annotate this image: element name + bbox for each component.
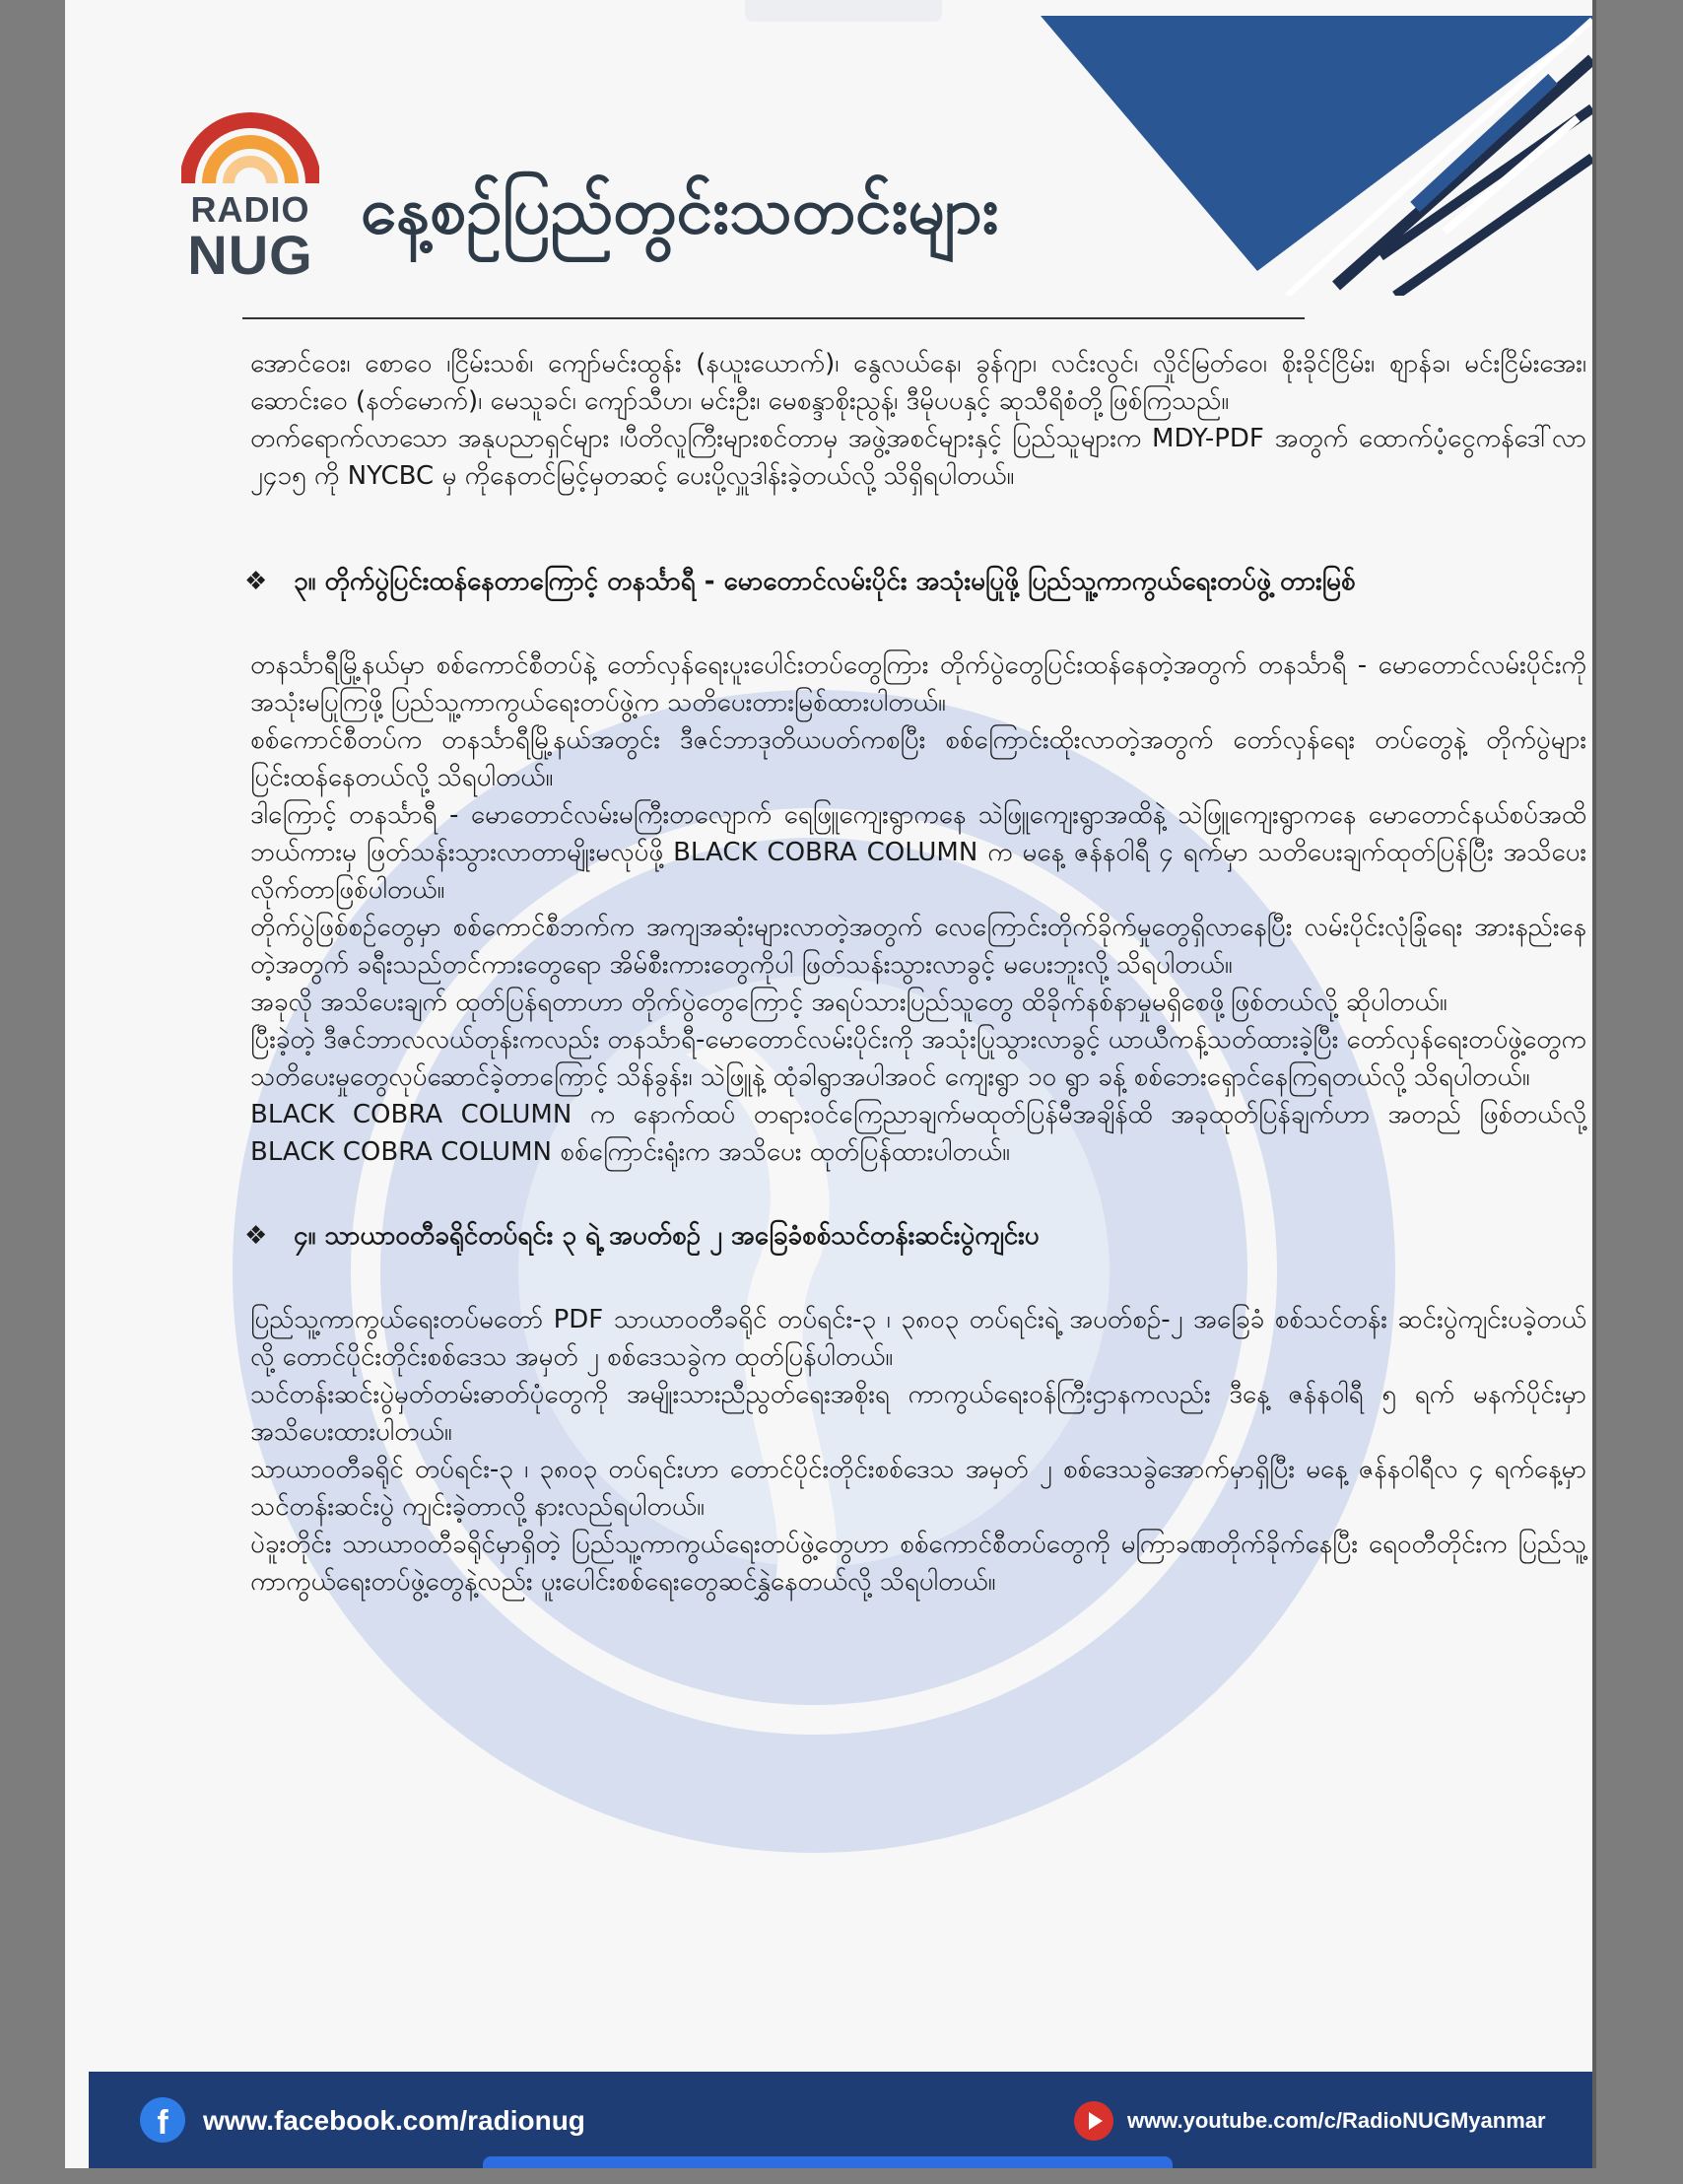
diamond-bullet-icon: ❖ <box>244 567 268 596</box>
section-paragraph: သာယာဝတီခရိုင် တပ်ရင်း-၃ ၊ ၃၈၀၃ တပ်ရင်းဟာ တောင်ပိုင်းတိုင်းစစ်ဒေသ အမှတ် ၂ စစ်ဒေသခွဲအောက်မှာရှိပြီး မနေ့ ဇန်နဝါရီလ ၄ ရက်နေ့မှာ သင်တန်းဆင်းပွဲ ကျင်းခဲ့တာလို့ နားလည်ရပါတယ်။ <box>250 1455 1586 1522</box>
section-heading-text: ၄။ သာယာဝတီခရိုင်တပ်ရင်း ၃ ရဲ့ အပတ်စဉ် ၂ အခြေခံစစ်သင်တန်းဆင်းပွဲကျင်းပ <box>294 1221 1040 1251</box>
header-corner-decoration <box>1041 0 1592 296</box>
diamond-bullet-icon: ❖ <box>244 1221 268 1251</box>
document-page <box>65 0 1592 2168</box>
section-paragraph: စစ်ကောင်စီတပ်က တနင်္သာရီမြို့နယ်အတွင်း ဒီဇင်ဘာဒုတိယပတ်ကစပြီး စစ်ကြောင်းထိုးလာတဲ့အတွက် တော်လှန်ရေး တပ်တွေနဲ့ တိုက်ပွဲများပြင်းထန်နေတယ်လို့ သိရပါတယ်။ <box>250 725 1586 792</box>
section-paragraph: တိုက်ပွဲဖြစ်စဉ်တွေမှာ စစ်ကောင်စီဘက်က အကျအဆုံးများလာတဲ့အတွက် လေကြောင်းတိုက်ခိုက်မှုတွေရှိလာနေပြီး လမ်းပိုင်းလုံခြုံရေး အားနည်းနေတဲ့အတွက် ခရီးသည်တင်ကားတွေရော အိမ်စီးကားတွေကိုပါ ဖြတ်သန်းသွားလာခွင့် မပေးဘူးလို့ သိရပါတယ်။ <box>250 913 1586 980</box>
radio-arc-icon <box>181 106 319 195</box>
section-paragraph: ပြည်သူ့ကာကွယ်ရေးတပ်မတော် PDF သာယာဝတီခရိုင် တပ်ရင်း-၃ ၊ ၃၈၀၃ တပ်ရင်းရဲ့ အပတ်စဉ်-၂ အခြေခံ စစ်သင်တန်း ဆင်းပွဲကျင်းပခဲ့တယ်လို့ တောင်ပိုင်းတိုင်းစစ်ဒေသ အမှတ် ၂ စစ်ဒေသခွဲက ထုတ်ပြန်ပါတယ်။ <box>250 1305 1586 1372</box>
intro-paragraph: တက်ရောက်လာသော အနုပညာရှင်များ ၊ပီတိလူကြီးများစင်တာမှ အဖွဲ့အစင်များနှင့် ပြည်သူများက MDY-PDF အတွက် ထောက်ပံ့ငွေကန်ဒေါ်လာ ၂၄၁၅ ကို NYCBC မှ ကိုနေတင်မြင့်မှတဆင့် ပေးပို့လှူဒါန်းခဲ့တယ်လို့ သိရှိရပါတယ်။ <box>250 424 1586 491</box>
section-paragraph: ပြီးခဲ့တဲ့ ဒီဇင်ဘာလလယ်တုန်းကလည်း တနင်္သာရီ-မောတောင်လမ်းပိုင်းကို အသုံးပြုသွားလာခွင့် ယာယီကန့်သတ်ထားခဲ့ပြီး တော်လှန်ရေးတပ်ဖွဲ့တွေက သတိပေးမှုတွေလုပ်ဆောင်ခဲ့တာကြောင့် သိန်ခွန်း၊ သဲဖြူနဲ့ ထုံခါရွာအပါအဝင် ကျေးရွာ ၁၀ ရွာ ခန့် စစ်ဘေးရှောင်နေကြရတယ်လို့ သိရပါတယ်။ <box>250 1025 1586 1092</box>
facebook-link[interactable]: www.facebook.com/radionug <box>203 2105 585 2136</box>
section-heading-text: ၃။ တိုက်ပွဲပြင်းထန်နေတာကြောင့် တနင်္သာရီ - မောတောင်လမ်းပိုင်း အသုံးမပြုဖို့ ပြည်သူ့ကာကွယ်ရေးတပ်ဖွဲ့ တားမြစ် <box>294 567 1356 596</box>
section-heading <box>244 1218 1586 1254</box>
section-paragraph: တနင်္သာရီမြို့နယ်မှာ စစ်ကောင်စီတပ်နဲ့ တော်လှန်ရေးပူးပေါင်းတပ်တွေကြား တိုက်ပွဲတွေပြင်းထန်နေတဲ့အတွက် တနင်္သာရီ - မောတောင်လမ်းပိုင်းကို အသုံးမပြုကြဖို့ ပြည်သူ့ကာကွယ်ရေးတပ်ဖွဲ့က သတိပေးတားမြစ်ထားပါတယ်။ <box>250 650 1586 717</box>
section-paragraph: ပဲခူးတိုင်း သာယာဝတီခရိုင်မှာရှိတဲ့ ပြည်သူ့ကာကွယ်ရေးတပ်ဖွဲ့တွေဟာ စစ်ကောင်စီတပ်တွေကို မကြာခဏတိုက်ခိုက်နေပြီး ရေဝတီတိုင်းက ပြည်သူ့ကာကွယ်ရေးတပ်ဖွဲ့တွေနဲ့လည်း ပူးပေါင်းစစ်ရေးတွေဆင်နွှဲနေတယ်လို့ သိရပါတယ်။ <box>250 1530 1586 1597</box>
page-tab <box>745 0 942 22</box>
section-heading <box>244 564 1586 599</box>
section-paragraph: အခုလို အသိပေးချက် ထုတ်ပြန်ရတာဟာ တိုက်ပွဲတွေကြောင့် အရပ်သားပြည်သူတွေ ထိခိုက်နစ်နာမှုမရှိစေဖို့ဖြစ်တယ်လို့ ဆိုပါတယ်။ <box>250 988 1447 1017</box>
footer-bar <box>89 2072 1592 2168</box>
page-shadow <box>1592 0 1596 2168</box>
facebook-icon[interactable]: f <box>140 2097 185 2143</box>
section-paragraph: ဒါကြောင့် တနင်္သာရီ - မောတောင်လမ်းမကြီးတလျောက် ရေဖြူကျေးရွာကနေ သဲဖြူကျေးရွာအထိနဲ့ သဲဖြူကျေးရွာကနေ မောတောင်နယ်စပ်အထိ ဘယ်ကားမှ ဖြတ်သန်းသွားလာတာမျိုးမလုပ်ဖို့ BLACK COBRA COLUMN က မနေ့ ဇန်နဝါရီ ၄ ရက်မှာ သတိပေးချက်ထုတ်ပြန်ပြီး အသိပေးလိုက်တာဖြစ်ပါတယ်။ <box>250 800 1586 905</box>
footer-tab <box>483 2156 1173 2168</box>
section-paragraph: သင်တန်းဆင်းပွဲမှတ်တမ်းဓာတ်ပုံတွေကို အမျိုးသားညီညွတ်ရေးအစိုးရ ကာကွယ်ရေးဝန်ကြီးဌာနကလည်း ဒီနေ့ ဇန်နဝါရီ ၅ ရက် မနက်ပိုင်းမှာ အသိပေးထားပါတယ်။ <box>250 1380 1586 1447</box>
masthead-title: နေ့စဉ်ပြည်တွင်းသတင်းများ <box>361 172 999 248</box>
youtube-link[interactable]: www.youtube.com/c/RadioNUGMyanmar <box>1127 2108 1546 2133</box>
logo-text-radio: RADIO <box>190 189 310 230</box>
radio-nug-logo <box>181 106 339 284</box>
youtube-icon[interactable] <box>1074 2101 1113 2141</box>
section-paragraph: BLACK COBRA COLUMN က နောက်ထပ် တရားဝင်ကြေညာချက်မထုတ်ပြန်မီအချိန်ထိ အခုထုတ်ပြန်ချက်ဟာ အတည် ဖြစ်တယ်လို့ BLACK COBRA COLUMN စစ်ကြောင်းရုံးက အသိပေး ထုတ်ပြန်ထားပါတယ်။ <box>250 1100 1586 1167</box>
header-rule <box>242 317 1305 319</box>
intro-paragraph: အောင်ဝေး၊ စောဝေ ၊ငြိမ်းသစ်၊ ကျော်မင်းထွန်း (နယူးယောက်)၊ နွေလယ်နေ၊ ခွန်ဂျာ၊ လင်းလွင်၊ လှိုင်မြတ်ဝေ၊ စိုးခိုင်ငြိမ်း၊ စျာန်ခ၊ မင်းငြိမ်းအေး၊ ဆောင်းဝေ (နတ်မောက်)၊ မေသူခင်၊ ကျော်သီဟ၊ မင်းဦး၊ မေစန္ဒာစိုးညွန့်၊ ဒီမိုပပနှင့် ဆုသီရိစံတို့ဖြစ်ကြသည်။ <box>250 349 1586 416</box>
logo-text-nug: NUG <box>187 224 313 286</box>
article-body <box>244 345 1586 1601</box>
